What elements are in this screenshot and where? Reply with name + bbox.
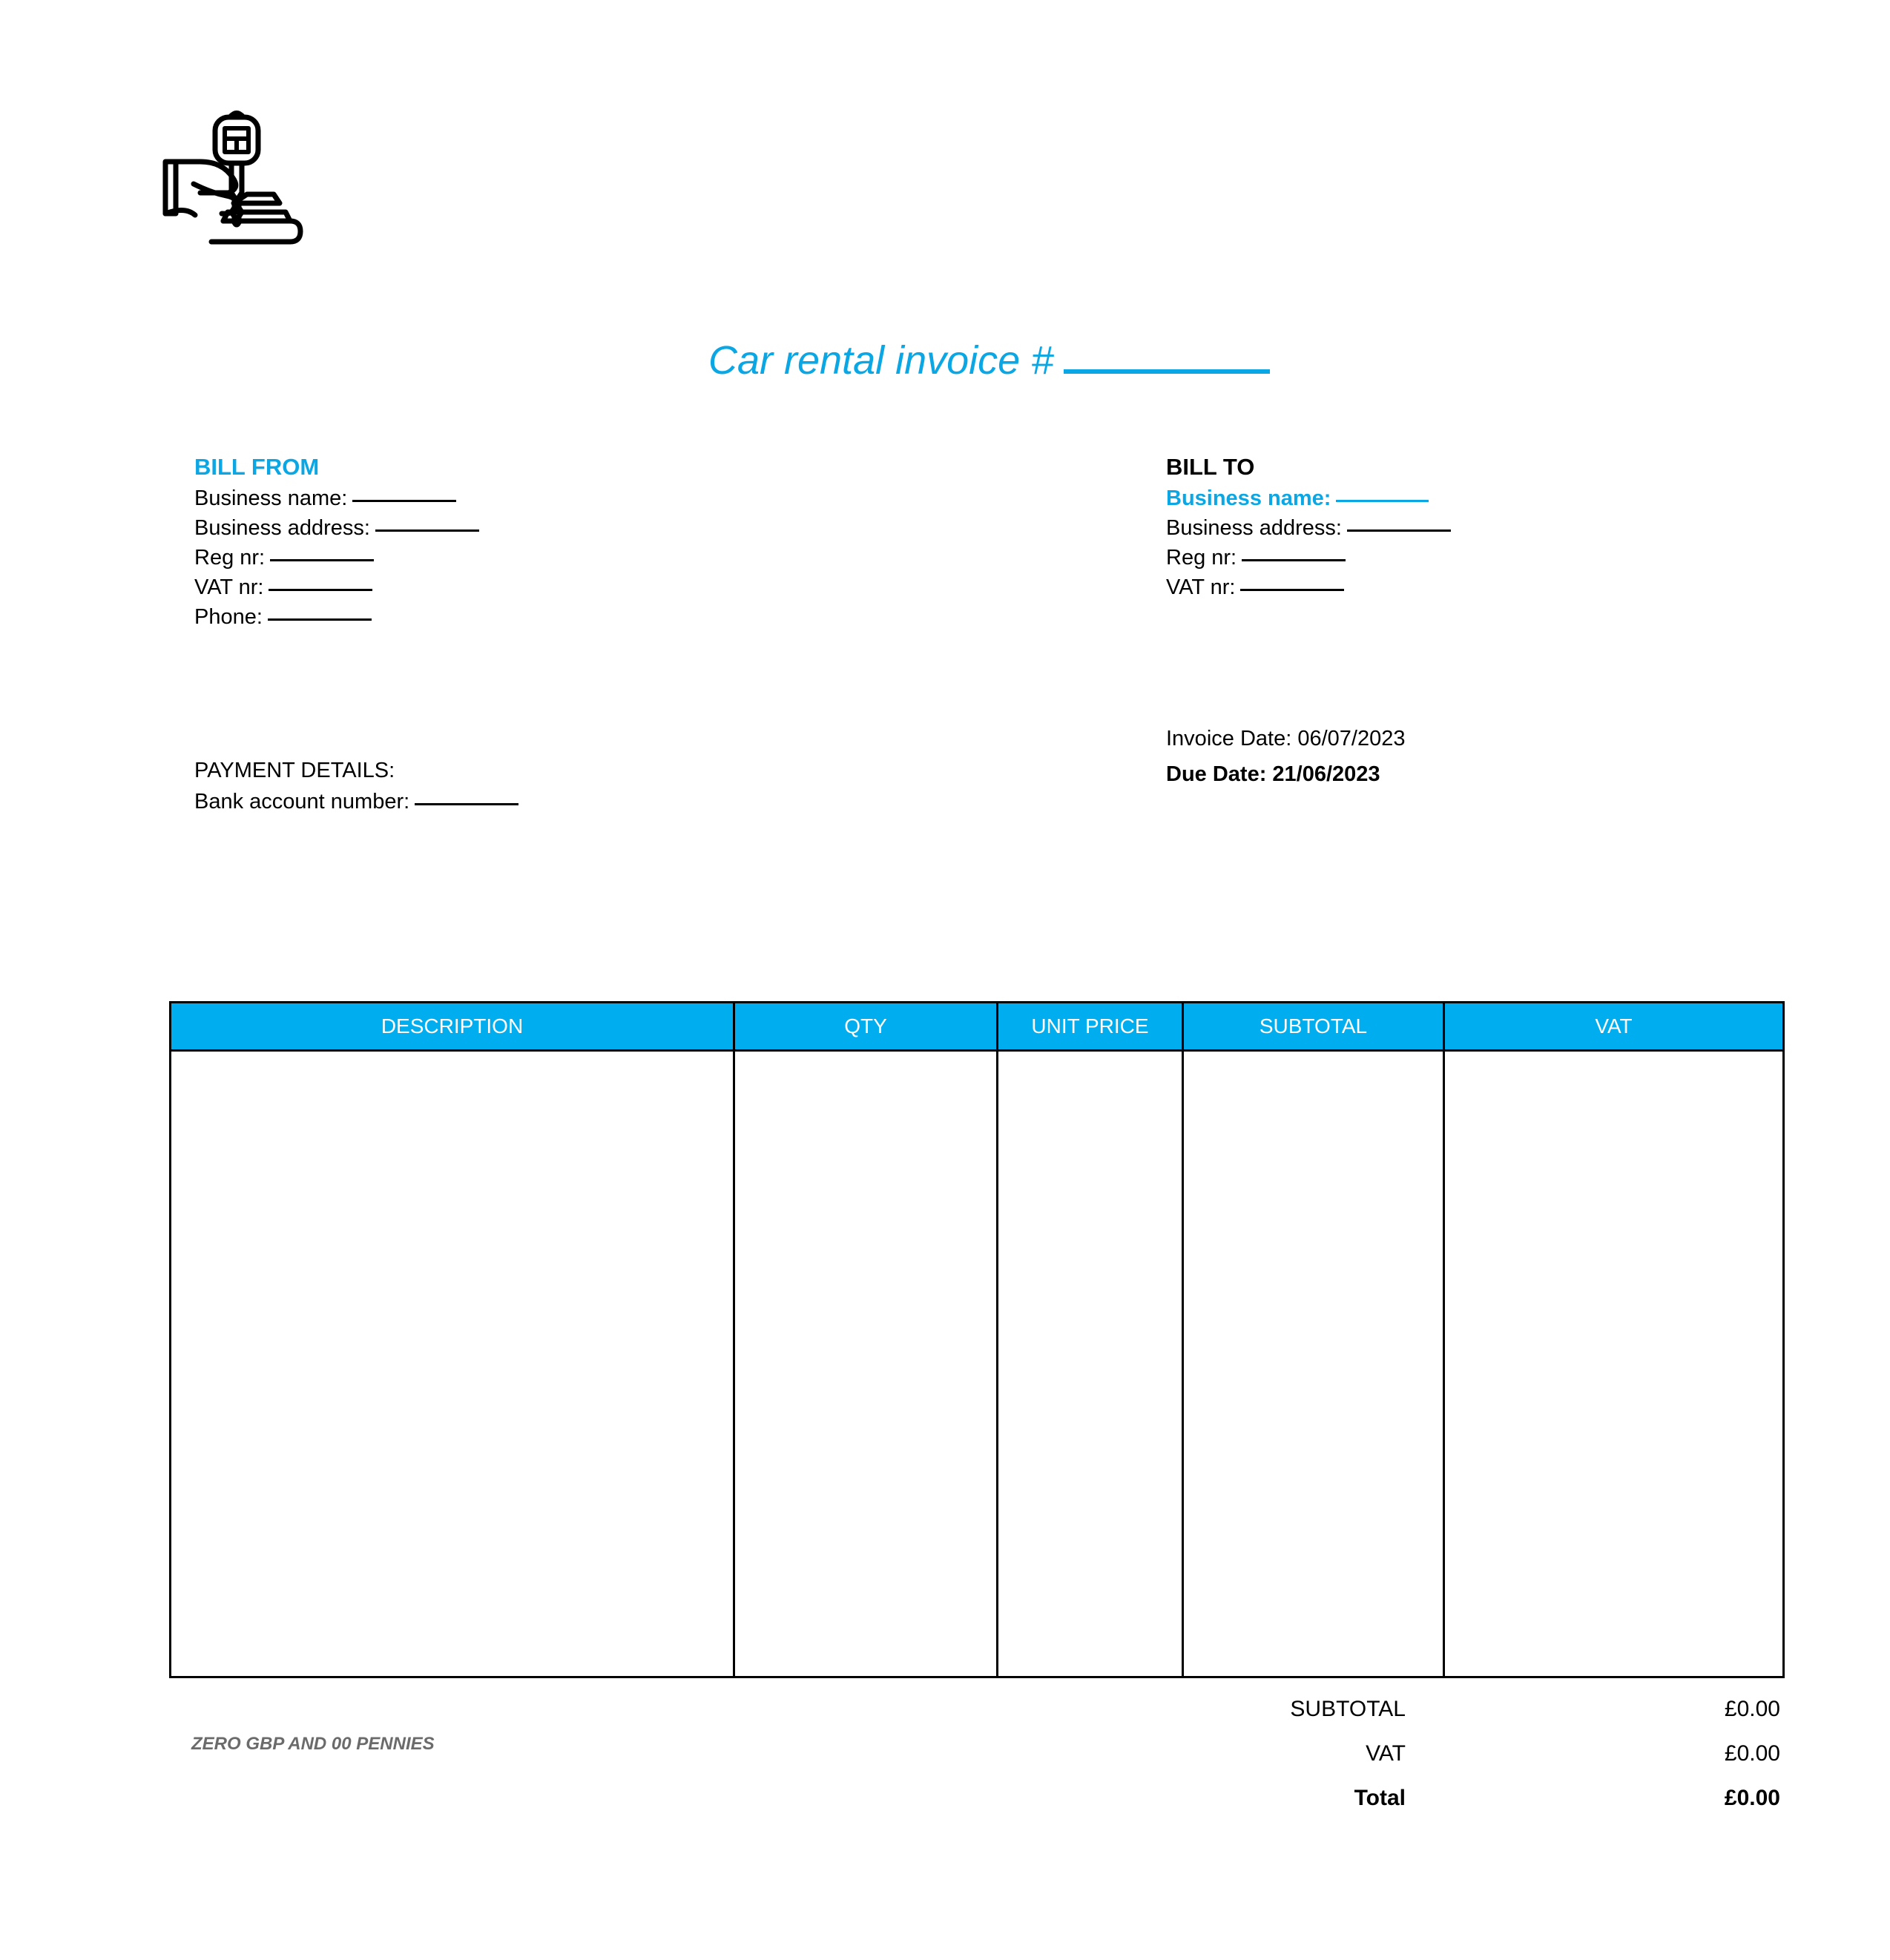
bill-to-business-address-row	[1166, 513, 1626, 543]
bill-to-block	[1166, 451, 1626, 602]
subtotal-row	[1098, 1697, 1780, 1741]
hand-holding-car-key-icon	[159, 104, 323, 248]
column-header-description: DESCRIPTION	[171, 1003, 734, 1051]
table-header-row	[171, 1003, 1784, 1051]
cell-subtotal[interactable]	[1183, 1051, 1444, 1677]
cell-qty[interactable]	[734, 1051, 998, 1677]
bill-to-heading: BILL TO	[1166, 454, 1255, 480]
bill-from-phone-input[interactable]	[268, 618, 372, 621]
vat-label: VAT	[1366, 1741, 1406, 1766]
due-date-row	[1166, 756, 1685, 792]
bank-account-label: Bank account number:	[194, 790, 410, 814]
bill-to-vat-nr-label: VAT nr:	[1166, 575, 1236, 599]
invoice-title-text: Car rental invoice #	[708, 338, 1054, 383]
bill-from-business-name-input[interactable]	[352, 500, 456, 502]
due-date-label: Due Date:	[1166, 762, 1267, 786]
payment-details-block	[194, 755, 758, 817]
payment-details-heading: PAYMENT DETAILS:	[194, 759, 395, 782]
bill-to-vat-nr-row	[1166, 573, 1626, 602]
bill-from-business-address-input[interactable]	[375, 529, 479, 532]
subtotal-value: £0.00	[1724, 1697, 1780, 1721]
column-header-subtotal: SUBTOTAL	[1183, 1003, 1444, 1051]
cell-vat[interactable]	[1444, 1051, 1784, 1677]
bill-from-phone-row	[194, 602, 654, 632]
bill-to-reg-nr-row	[1166, 543, 1626, 573]
invoice-number-blank[interactable]	[1064, 344, 1270, 374]
bank-account-row	[194, 786, 758, 817]
bank-account-input[interactable]	[415, 803, 518, 805]
bill-to-business-name-label: Business name:	[1166, 486, 1331, 510]
totals-block	[1098, 1697, 1780, 1830]
vat-row	[1098, 1741, 1780, 1786]
cell-unit-price[interactable]	[998, 1051, 1183, 1677]
bill-from-business-name-label: Business name:	[194, 486, 348, 510]
bill-from-heading: BILL FROM	[194, 454, 320, 480]
bill-from-business-address-row	[194, 513, 654, 543]
bill-to-reg-nr-label: Reg nr:	[1166, 546, 1237, 570]
bill-to-business-name-row	[1166, 484, 1626, 513]
bill-from-phone-label: Phone:	[194, 605, 263, 629]
bill-from-reg-nr-row	[194, 543, 654, 573]
invoice-date-label: Invoice Date:	[1166, 727, 1292, 750]
grand-total-value: £0.00	[1724, 1786, 1780, 1810]
cell-description[interactable]	[171, 1051, 734, 1677]
invoice-title	[708, 337, 1450, 397]
grand-total-label: Total	[1354, 1786, 1406, 1810]
company-logo	[159, 104, 323, 248]
subtotal-label: SUBTOTAL	[1290, 1697, 1406, 1721]
column-header-unit-price: UNIT PRICE	[998, 1003, 1183, 1051]
line-items-table	[169, 1001, 1785, 1678]
bill-to-reg-nr-input[interactable]	[1242, 559, 1346, 561]
due-date-value: 21/06/2023	[1272, 762, 1380, 786]
bill-from-vat-nr-row	[194, 573, 654, 602]
bill-from-reg-nr-input[interactable]	[270, 559, 374, 561]
bill-from-reg-nr-label: Reg nr:	[194, 546, 266, 570]
bill-from-business-address-label: Business address:	[194, 516, 370, 540]
table-row	[171, 1051, 1784, 1677]
bill-from-business-name-row	[194, 484, 654, 513]
bill-to-business-name-input[interactable]	[1336, 500, 1429, 502]
vat-value: £0.00	[1724, 1741, 1780, 1766]
column-header-vat: VAT	[1444, 1003, 1784, 1051]
bill-to-business-address-label: Business address:	[1166, 516, 1342, 540]
bill-from-block	[194, 451, 654, 632]
bill-to-vat-nr-input[interactable]	[1240, 589, 1344, 591]
column-header-qty: QTY	[734, 1003, 998, 1051]
invoice-date-row	[1166, 721, 1685, 756]
bill-to-business-address-input[interactable]	[1347, 529, 1451, 532]
invoice-date-value: 06/07/2023	[1297, 727, 1406, 750]
grand-total-row	[1098, 1786, 1780, 1830]
dates-block	[1166, 721, 1685, 792]
amount-in-words: ZERO GBP AND 00 PENNIES	[191, 1734, 435, 1754]
bill-from-vat-nr-label: VAT nr:	[194, 575, 264, 599]
bill-from-vat-nr-input[interactable]	[269, 589, 372, 591]
